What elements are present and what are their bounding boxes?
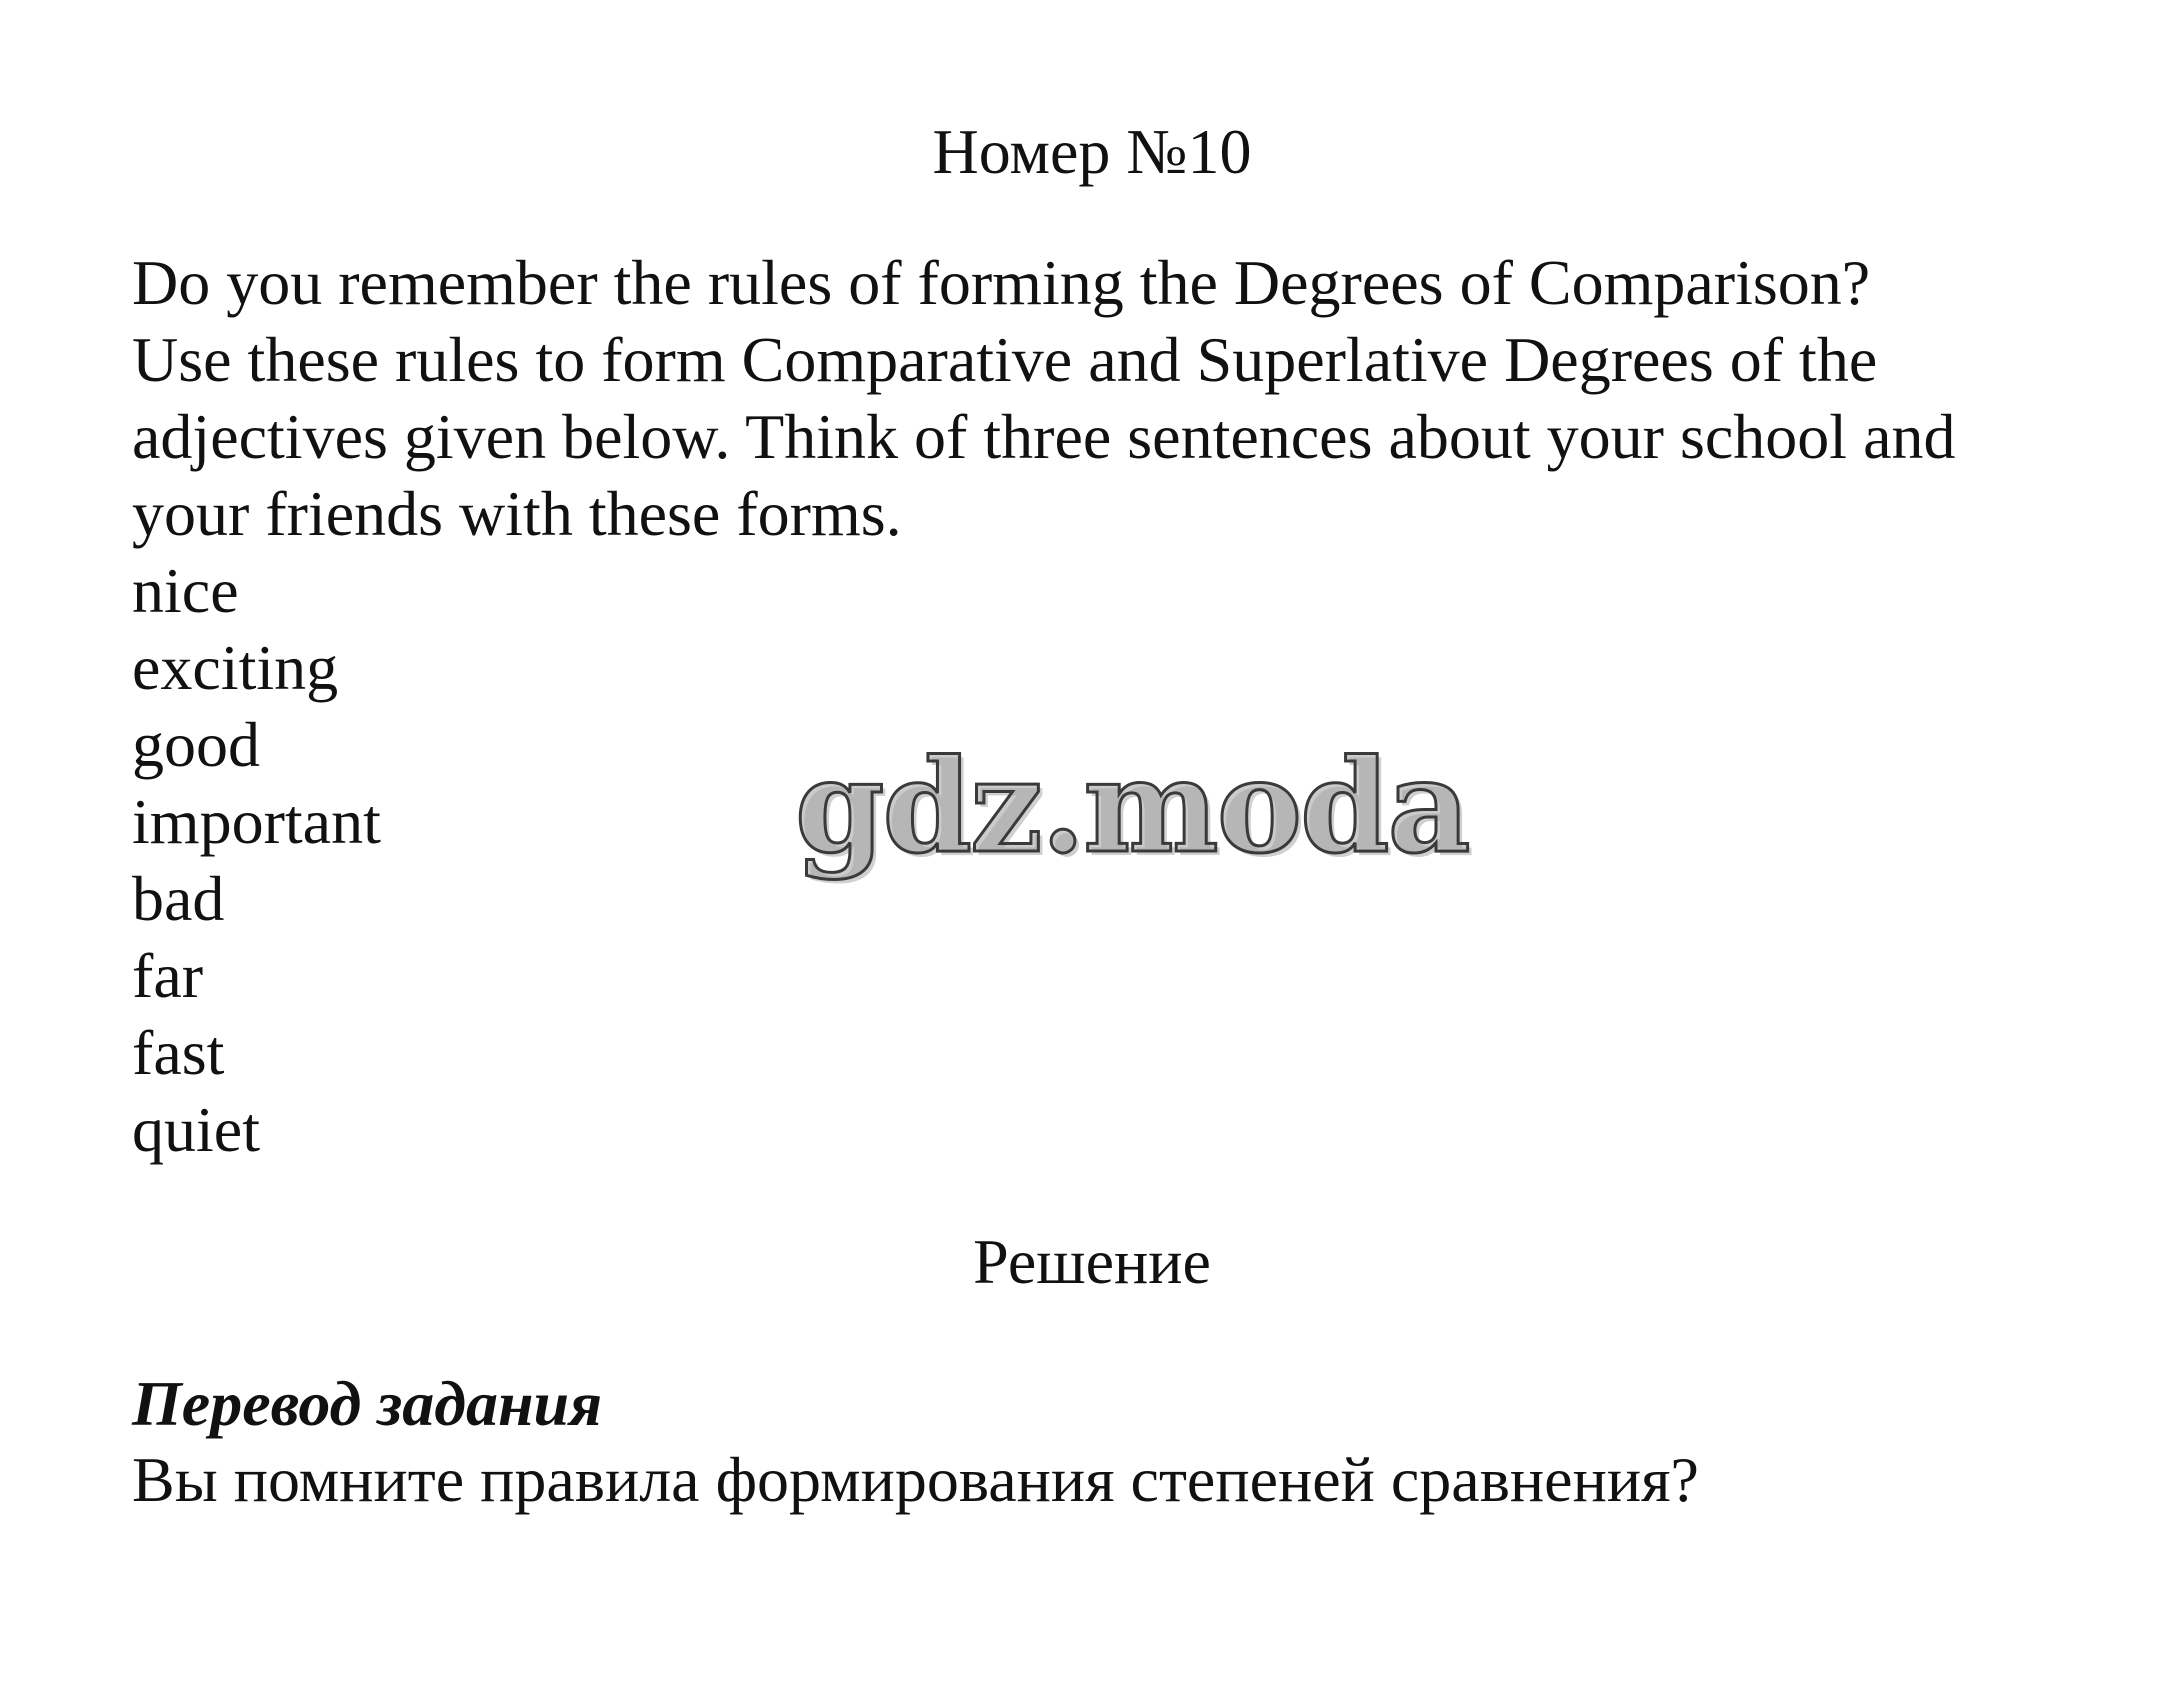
- page-title: Номер №10: [932, 116, 1252, 187]
- task-line: adjectives given below. Think of three sentences about your school and: [132, 401, 1956, 472]
- translation-text: Вы помните правила формирования степеней сравнения?: [132, 1444, 1699, 1515]
- task-line: Do you remember the rules of forming the Degrees of Comparison?: [132, 247, 1871, 318]
- translation-heading: Перевод задания: [132, 1368, 603, 1439]
- task-line: your friends with these forms.: [132, 478, 902, 549]
- adjective-item: good: [132, 709, 260, 780]
- adjective-item: nice: [132, 555, 239, 626]
- task-instructions: [132, 244, 2132, 552]
- adjective-item: exciting: [132, 632, 339, 703]
- adjective-item: fast: [132, 1017, 225, 1088]
- adjective-list: [132, 552, 381, 1168]
- adjective-item: quiet: [132, 1094, 260, 1165]
- adjective-item: important: [132, 786, 381, 857]
- adjective-item: bad: [132, 863, 225, 934]
- solution-heading: Решение: [973, 1226, 1211, 1297]
- watermark-logo: gdz.moda: [795, 732, 1469, 882]
- adjective-item: far: [132, 940, 204, 1011]
- task-line: Use these rules to form Comparative and Superlative Degrees of the: [132, 324, 1878, 395]
